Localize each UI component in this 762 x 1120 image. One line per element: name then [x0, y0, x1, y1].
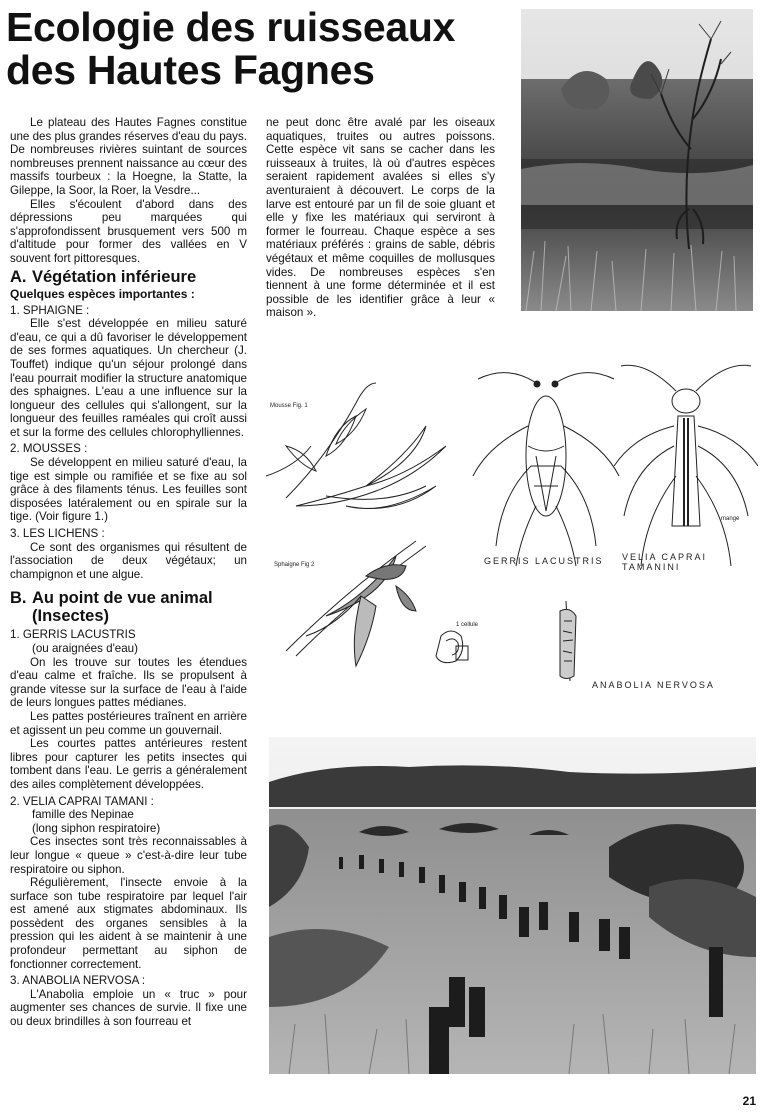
- item-velia-siphon: (long siphon respiratoire): [32, 821, 161, 835]
- item-lichens-title: 3. LES LICHENS :: [10, 527, 105, 541]
- item-velia: [10, 795, 247, 972]
- item-mousses-text: Se développent en milieu saturé d'eau, la tige est simple ou ramifiée et se fixe au sol grâce à des filaments ténus. Les feuilles sont disposées latéralement ou en spirale sur la tige. (Voir figure 1.): [10, 456, 247, 524]
- page-number: 21: [742, 1094, 756, 1108]
- section-a-subheading: Quelques espèces importantes :: [10, 286, 195, 301]
- section-a-title: Végétation inférieure: [32, 267, 197, 286]
- item-velia-title: 2. VELIA CAPRAI TAMANI :: [10, 794, 154, 808]
- item-gerris: [10, 628, 247, 791]
- item-lichens: [10, 527, 247, 581]
- cell-drawing: [436, 631, 468, 663]
- item-sphaigne-title: 1. SPHAIGNE :: [10, 303, 90, 317]
- item-velia-family: famille des Nepinae: [32, 808, 134, 822]
- section-b-label: B.: [10, 589, 27, 608]
- item-mousses-title: 2. MOUSSES :: [10, 442, 88, 456]
- cellule-label: 1 cellule: [456, 622, 479, 628]
- anabolia-drawing: [560, 601, 576, 681]
- item-gerris-p2: Les pattes postérieures traînent en arrière et agissent un peu comme un gouvernail.: [10, 709, 247, 737]
- section-a-label: A.: [10, 267, 27, 286]
- item-mousses: [10, 442, 247, 524]
- item-velia-p1: Ces insectes sont très reconnaissables à leur longue « queue » c'est-à-dire leur tube respiratoire ou siphon.: [10, 835, 247, 876]
- hikers-landscape-photo: [269, 737, 756, 1074]
- item-velia-p2: Régulièrement, l'insecte envoie à la surface son tube respiratoire par lequel l'air est amené aux stigmates abdominaux. Ils possèdent des organes sensibles à la pression qui les aident à se maintenir à une profondeur permettant au siphon de fonctionner correctement.: [10, 876, 247, 971]
- section-b-title-line1: Au point de vue animal: [32, 589, 213, 608]
- item-anabolia: [10, 974, 247, 1028]
- item-lichens-text: Ce sont des organismes qui résultent de l'association de deux végétaux; un champignon et une algue.: [10, 540, 247, 581]
- section-b-heading: [10, 589, 247, 625]
- item-gerris-title: 1. GERRIS LACUSTRIS: [10, 628, 136, 642]
- item-gerris-subtitle: (ou araignées d'eau): [32, 642, 138, 655]
- figures-area: [266, 356, 758, 696]
- item-sphaigne: [10, 304, 247, 440]
- marsh-tree-photo: [521, 9, 753, 311]
- intro-paragraph-2: Elles s'écoulent d'abord dans des dépressions peu marquées qui s'approfondissent brusquement vers 500 m d'altitude pour former des vallées en V souvent fort pittoresques.: [10, 197, 247, 265]
- intro-paragraph-1: Le plateau des Hautes Fagnes constitue une des plus grandes réserves d'eau du pays. De nombreuses rivières suintant de sources nombreuses prennent naissance au cœur des massifs tourbeux : la Hoegne, la Statte, la Gileppe, la Soor, la Roer, la Vesdre...: [10, 116, 247, 197]
- mousse-figure-label: Mousse Fig. 1: [270, 403, 308, 409]
- illustrator-signature: mange: [721, 516, 740, 522]
- velia-drawing: [614, 365, 758, 566]
- item-sphaigne-text: Elle s'est développée en milieu saturé d'eau, ce qui a dû favoriser le développement de ses formes aquatiques. Un chercheur (J. Touffet) indique qu'un séjour prolongé dans l'eau pourrait modifier la structure anatomique des sphaignes. L'eau a une influence sur la longueur des cellules qui s'allongent, sur la longueur des feuilles raméales qui croît aussi et sur la forme des cellules chlorophylliennes.: [10, 317, 247, 439]
- item-gerris-p1: On les trouve sur toutes les étendues d'eau calme et fraîche. Ils se propulsent à grande vitesse sur la surface de l'eau à l'aide de leurs longues pattes médianes.: [10, 655, 247, 710]
- gerris-drawing: [473, 373, 619, 566]
- section-a-heading: [10, 268, 247, 286]
- velia-caption: VELIA CAPRAI TAMANINI: [622, 552, 708, 572]
- sphaigne-figure-label: Sphaigne Fig 2: [274, 562, 315, 568]
- item-gerris-p3: Les courtes pattes antérieures restent libres pour capturer les petits insectes qui tombent dans l'eau. Le gerris a généralement des ailes complètement développées.: [10, 737, 247, 791]
- section-b-title-line2: (Insectes): [32, 607, 110, 626]
- item-anabolia-title: 3. ANABOLIA NERVOSA :: [10, 974, 146, 988]
- anabolia-caption: ANABOLIA NERVOSA: [592, 680, 715, 690]
- article-title: Ecologie des ruisseaux des Hautes Fagnes: [6, 4, 456, 93]
- sphaigne-drawing: [286, 541, 426, 666]
- item-anabolia-p1: L'Anabolia emploie un « truc » pour augmenter ses chances de survie. Il fixe une ou deux brindilles à son fourreau et: [10, 987, 247, 1029]
- column-left: [10, 116, 247, 1029]
- anabolia-continued-text: ne peut donc être avalé par les oiseaux aquatiques, truites ou autres poissons. Cette espèce vit sans se cacher dans les ruisseaux à truites, là où d'autres espèces seraient rapidement avalées si elles s'y aventuraient à découvert. Le corps de la larve est entouré par un fil de soie gluant et elle y fixe les matériaux qui serviront à former le fourreau. Chaque espèce a ses matériaux préférés : grains de sable, débris végétaux et même coquilles de mollusques vides. De nombreuses espèces s'en tiennent à une forme déterminée et il est possible de les identifier grâce à leur « maison ».: [266, 116, 495, 320]
- moss-drawing: [266, 383, 446, 509]
- column-right: [266, 116, 495, 320]
- gerris-caption: GERRIS LACUSTRIS: [484, 556, 604, 566]
